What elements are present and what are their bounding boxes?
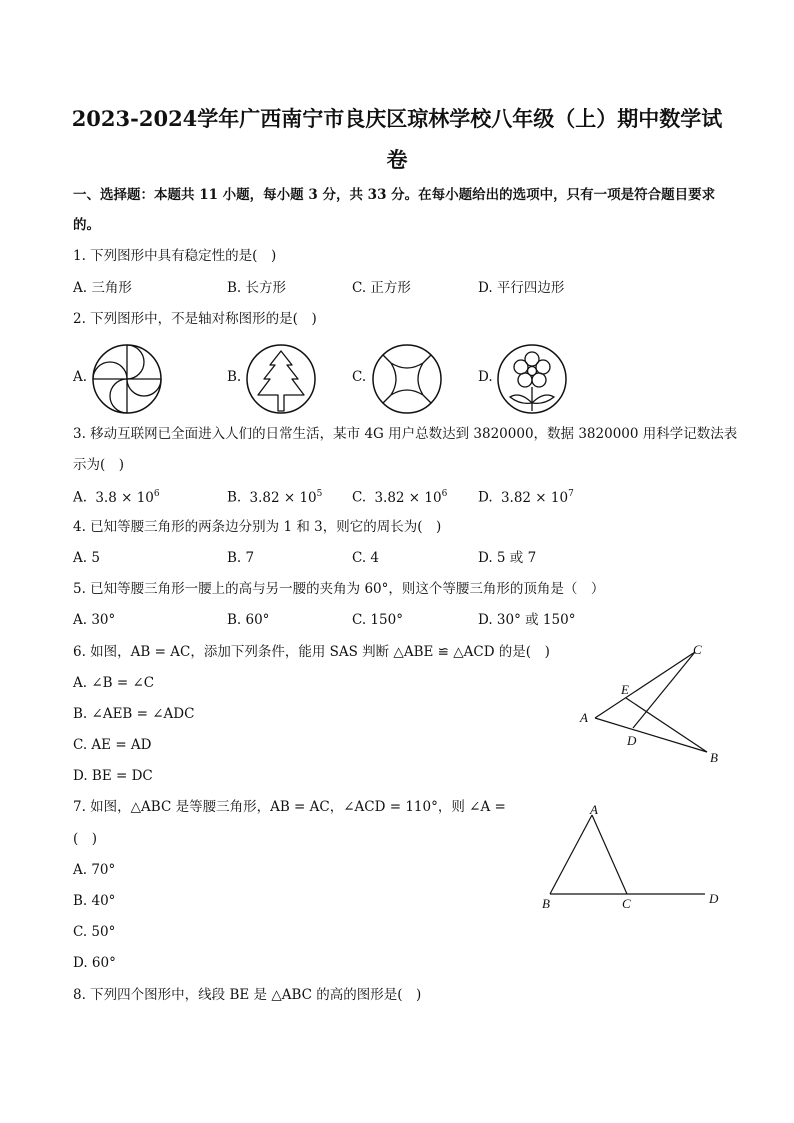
q2-option-a-label[interactable]: A. bbox=[73, 369, 88, 385]
q1-option-a[interactable]: A. 三角形 bbox=[73, 280, 132, 296]
q7-option-d[interactable]: D. 60° bbox=[73, 955, 116, 971]
q6-label-b: B bbox=[710, 750, 718, 765]
q5-option-b[interactable]: B. 60° bbox=[227, 612, 270, 628]
question-8-stem: 8. 下列四个图形中，线段 BE 是 △ABC 的高的图形是( ) bbox=[73, 987, 422, 1003]
q6-geometry-figure bbox=[570, 640, 730, 770]
q4-option-b[interactable]: B. 7 bbox=[227, 550, 255, 566]
question-4-stem: 4. 已知等腰三角形的两条边分别为 1 和 3，则它的周长为( ) bbox=[73, 519, 442, 535]
q3-option-b-mantissa: 3.82 × 10 bbox=[249, 489, 317, 506]
q3-option-c-exponent: 6 bbox=[441, 489, 448, 499]
q3-option-b-label: B. bbox=[227, 489, 242, 506]
tree-figure[interactable] bbox=[245, 343, 317, 415]
q6-option-c[interactable]: C. AE = AD bbox=[73, 737, 152, 753]
q6-option-a[interactable]: A. ∠B = ∠C bbox=[73, 675, 155, 691]
question-3-stem: 3. 移动互联网已全面进入人们的日常生活，某市 4G 用户总数达到 3820000，数据 3820000 用科学记数法表 bbox=[73, 426, 738, 442]
q3-option-a-exponent: 6 bbox=[153, 489, 160, 499]
section-heading-continued: 的。 bbox=[73, 217, 100, 233]
q6-label-e: E bbox=[621, 682, 629, 697]
q7-triangle-figure bbox=[535, 800, 725, 915]
q7-option-a[interactable]: A. 70° bbox=[73, 862, 116, 878]
page-title: 2023-2024学年广西南宁市良庆区琼林学校八年级（上）期中数学试 bbox=[71, 106, 723, 131]
q5-option-c[interactable]: C. 150° bbox=[352, 612, 403, 628]
q7-label-b: B bbox=[542, 896, 550, 911]
q3-option-c-label: C. bbox=[352, 489, 367, 506]
question-5-stem: 5. 已知等腰三角形一腰上的高与另一腰的夹角为 60°，则这个等腰三角形的顶角是（ ） bbox=[73, 581, 605, 597]
q1-option-c[interactable]: C. 正方形 bbox=[352, 280, 411, 296]
question-7-stem: 7. 如图，△ABC 是等腰三角形，AB = AC，∠ACD = 110°，则 ∠A = bbox=[73, 799, 506, 815]
q1-option-b[interactable]: B. 长方形 bbox=[227, 280, 287, 296]
q3-option-c[interactable] bbox=[352, 490, 447, 505]
pinwheel-figure[interactable] bbox=[91, 343, 163, 415]
q3-option-c-mantissa: 3.82 × 10 bbox=[374, 489, 442, 506]
q3-option-d-mantissa: 3.82 × 10 bbox=[500, 489, 569, 506]
q5-option-a[interactable]: A. 30° bbox=[73, 612, 116, 628]
q3-option-d-label: D. bbox=[478, 489, 493, 506]
q7-label-a: A bbox=[590, 802, 598, 817]
question-6-stem: 6. 如图，AB = AC，添加下列条件，能用 SAS 判断 △ABE ≌ △ACD 的是( ) bbox=[73, 644, 550, 660]
page-title-continued: 卷 bbox=[386, 147, 408, 172]
q3-option-a-mantissa: 3.8 × 10 bbox=[95, 489, 154, 506]
q7-label-c: C bbox=[622, 896, 631, 911]
q3-option-d-exponent: 7 bbox=[568, 489, 574, 499]
q7-label-d: D bbox=[709, 891, 719, 906]
q6-option-b[interactable]: B. ∠AEB = ∠ADC bbox=[73, 706, 195, 722]
q3-option-b[interactable] bbox=[227, 490, 322, 505]
q3-option-a-label: A. bbox=[73, 489, 88, 506]
q6-option-d[interactable]: D. BE = DC bbox=[73, 768, 153, 784]
question-3-stem-continued: 示为( ) bbox=[73, 457, 125, 473]
flower-figure[interactable] bbox=[496, 343, 568, 415]
q4-option-c[interactable]: C. 4 bbox=[352, 550, 380, 566]
q2-option-d-label[interactable]: D. bbox=[478, 369, 493, 385]
q1-option-d[interactable]: D. 平行四边形 bbox=[478, 280, 565, 296]
q2-option-c-label[interactable]: C. bbox=[352, 369, 367, 385]
q6-label-d: D bbox=[627, 733, 637, 748]
q7-option-b[interactable]: B. 40° bbox=[73, 893, 116, 909]
q6-label-a: A bbox=[580, 710, 588, 725]
q4-option-a[interactable]: A. 5 bbox=[73, 550, 100, 566]
question-2-stem: 2. 下列图形中，不是轴对称图形的是( ) bbox=[73, 311, 317, 327]
question-7-stem-continued: ( ) bbox=[73, 831, 98, 847]
q5-option-d[interactable]: D. 30° 或 150° bbox=[478, 612, 576, 628]
q3-option-d[interactable] bbox=[478, 490, 574, 505]
q6-label-c: C bbox=[693, 642, 702, 657]
q3-option-b-exponent: 5 bbox=[316, 489, 323, 499]
q2-option-b-label[interactable]: B. bbox=[227, 369, 242, 385]
section-heading: 一、选择题：本题共 11 小题，每小题 3 分，共 33 分。在每小题给出的选项中，只有一项是符合题目要求 bbox=[73, 187, 716, 203]
q3-option-a[interactable] bbox=[73, 490, 160, 505]
question-1-stem: 1. 下列图形中具有稳定性的是( ) bbox=[73, 248, 277, 264]
q4-option-d[interactable]: D. 5 或 7 bbox=[478, 550, 537, 566]
q7-option-c[interactable]: C. 50° bbox=[73, 924, 116, 940]
curved-square-figure[interactable] bbox=[371, 343, 443, 415]
